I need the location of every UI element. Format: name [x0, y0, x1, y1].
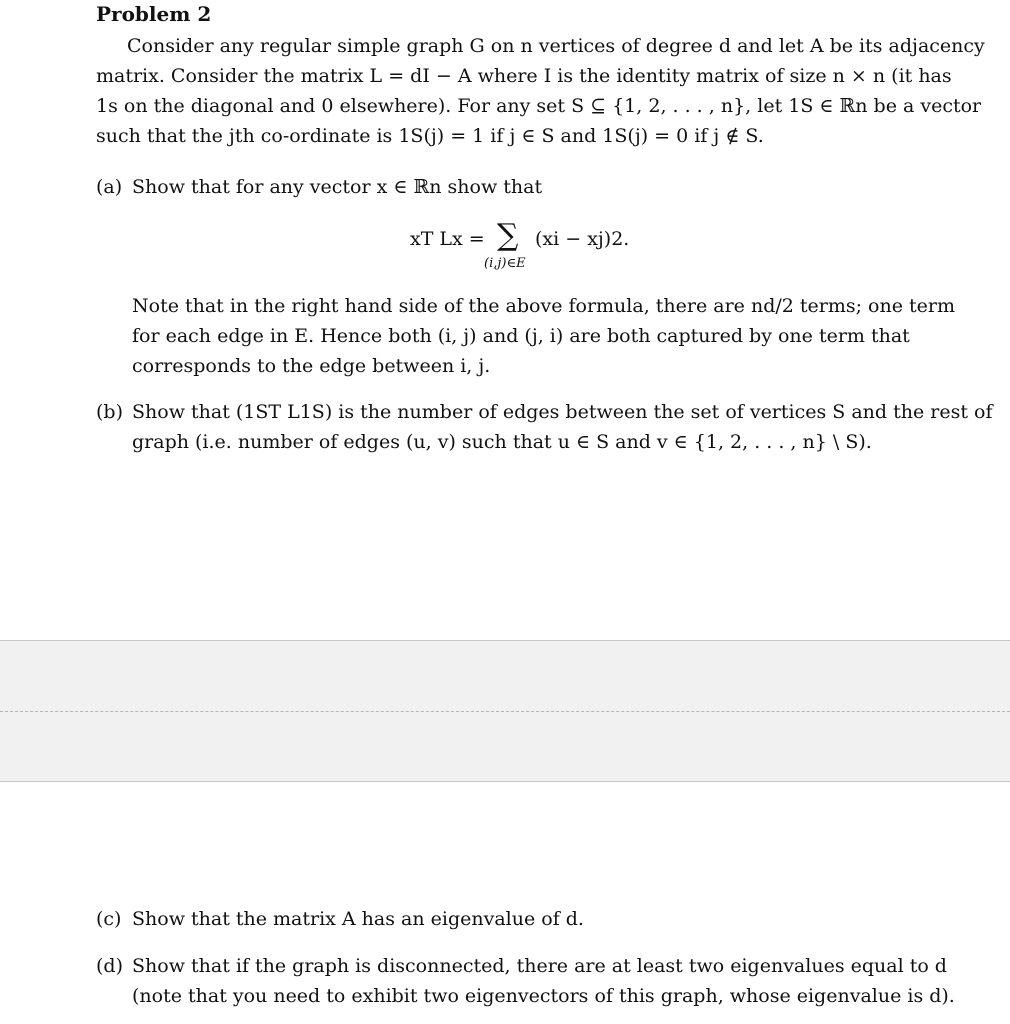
part-a-note	[132, 291, 955, 381]
page-break-gap	[0, 640, 1010, 782]
part-c	[96, 904, 584, 934]
intro-line-4: such that the jth co-ordinate is 1S(j) = 1 if j ∈ S and 1S(j) = 0 if j ∉ S.	[96, 125, 764, 147]
problem-title: Problem 2	[96, 2, 212, 26]
part-d	[96, 951, 955, 1011]
part-d-line-2: (note that you need to exhibit two eigenvectors of this graph, whose eigenvalue is d).	[132, 985, 955, 1007]
note-line-3: corresponds to the edge between i, j.	[132, 355, 491, 377]
part-d-line-1: Show that if the graph is disconnected, there are at least two eigenvalues equal to d	[132, 955, 947, 977]
intro-line-1: Consider any regular simple graph G on n vertices of degree d and let A be its adjacency	[127, 35, 985, 57]
part-b	[96, 397, 992, 457]
part-a-label: (a)	[96, 176, 123, 198]
part-b-line-2: graph (i.e. number of edges (u, v) such that u ∈ S and v ∈ {1, 2, . . . , n} \ S).	[132, 431, 872, 453]
note-line-1: Note that in the right hand side of the above formula, there are nd/2 terms; one term	[132, 295, 955, 317]
part-b-line-1: Show that (1ST L1S) is the number of edges between the set of vertices S and the rest of	[132, 401, 993, 423]
part-d-label: (d)	[96, 955, 123, 977]
equation-rhs: (xi − xj)2.	[535, 228, 630, 250]
equation-subscript: (i,j)∈E	[484, 256, 526, 271]
part-a	[96, 172, 542, 202]
intro-paragraph	[96, 31, 985, 151]
part-a-line: Show that for any vector x ∈ ℝn show that	[132, 176, 543, 198]
part-c-line: Show that the matrix A has an eigenvalue of d.	[132, 908, 584, 930]
intro-line-3: 1s on the diagonal and 0 elsewhere). For any set S ⊆ {1, 2, . . . , n}, let 1S ∈ ℝn be a vector	[96, 95, 982, 117]
part-c-label: (c)	[96, 908, 122, 930]
sum-symbol: ∑	[497, 218, 519, 253]
page-break-divider	[0, 711, 1010, 712]
equation-lhs: xT Lx =	[410, 228, 485, 250]
part-b-label: (b)	[96, 401, 123, 423]
note-line-2: for each edge in E. Hence both (i, j) and (j, i) are both captured by one term that	[132, 325, 910, 347]
intro-line-2: matrix. Consider the matrix L = dI − A where I is the identity matrix of size n × n (it has	[96, 65, 952, 87]
